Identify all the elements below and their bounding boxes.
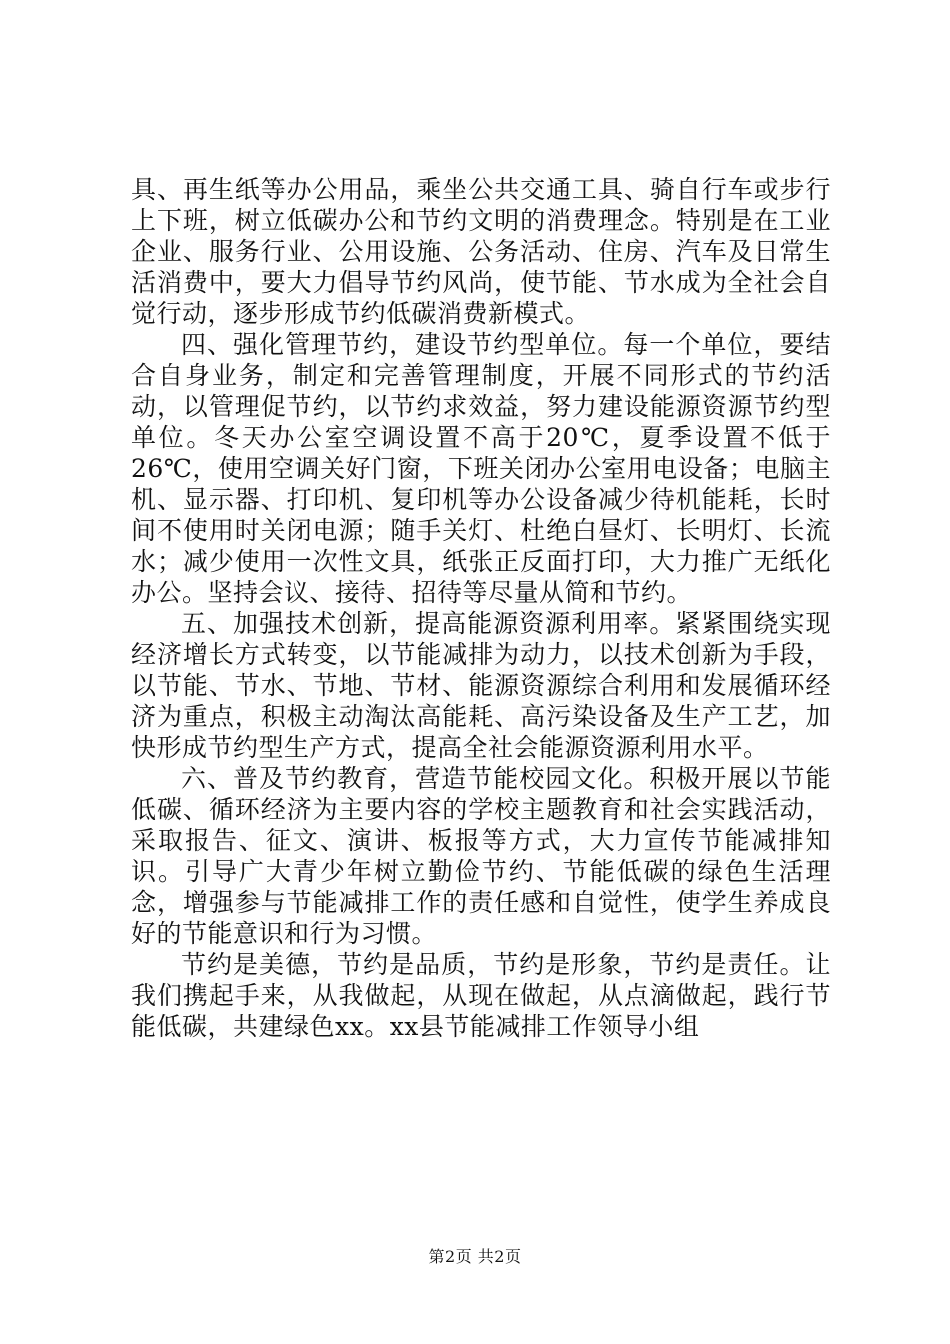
paragraph-closing-call: 节约是美德，节约是品质，节约是形象，节约是责任。让我们携起手来，从我做起，从现在做起，从点滴做起，践行节能低碳，共建绿色xx。xx县节能减排工作领导小组: [131, 950, 831, 1041]
paragraph-management-saving: 四、强化管理节约，建设节约型单位。每一个单位，要结合自身业务，制定和完善管理制度，开展不同形式的节约活动，以管理促节约，以节约求效益，努力建设能源资源节约型单位。冬天办公室空调设置不高于20℃，夏季设置不低于26℃，使用空调关好门窗，下班关闭办公室用电设备；电脑主机、显示器、打印机、复印机等办公设备减少待机能耗，长时间不使用时关闭电源；随手关灯、杜绝白昼灯、长明灯、长流水；减少使用一次性文具，纸张正反面打印，大力推广无纸化办公。坚持会议、接待、招待等尽量从简和节约。: [131, 330, 831, 607]
paragraph-continued-office-supplies: 具、再生纸等办公用品，乘坐公共交通工具、骑自行车或步行上下班，树立低碳办公和节约文明的消费理念。特别是在工业企业、服务行业、公用设施、公务活动、住房、汽车及日常生活消费中，要大力倡导节约风尚，使节能、节水成为全社会自觉行动，逐步形成节约低碳消费新模式。: [131, 175, 831, 328]
paragraph-technology-innovation: 五、加强技术创新，提高能源资源利用率。紧紧围绕实现经济增长方式转变，以节能减排为动力，以技术创新为手段，以节能、节水、节地、节材、能源资源综合利用和发展循环经济为重点，积极主动淘汰高能耗、高污染设备及生产工艺，加快形成节约型生产方式，提高全社会能源资源利用水平。: [131, 609, 831, 762]
document-body: [131, 174, 831, 1042]
page-footer: [0, 1247, 950, 1267]
page-number-label: 第2页 共2页: [428, 1247, 522, 1266]
paragraph-saving-education: 六、普及节约教育，营造节能校园文化。积极开展以节能低碳、循环经济为主要内容的学校主题教育和社会实践活动，采取报告、征文、演讲、板报等方式，大力宣传节能减排知识。引导广大青少年树立勤俭节约、节能低碳的绿色生活理念，增强参与节能减排工作的责任感和自觉性，使学生养成良好的节能意识和行为习惯。: [131, 764, 831, 948]
